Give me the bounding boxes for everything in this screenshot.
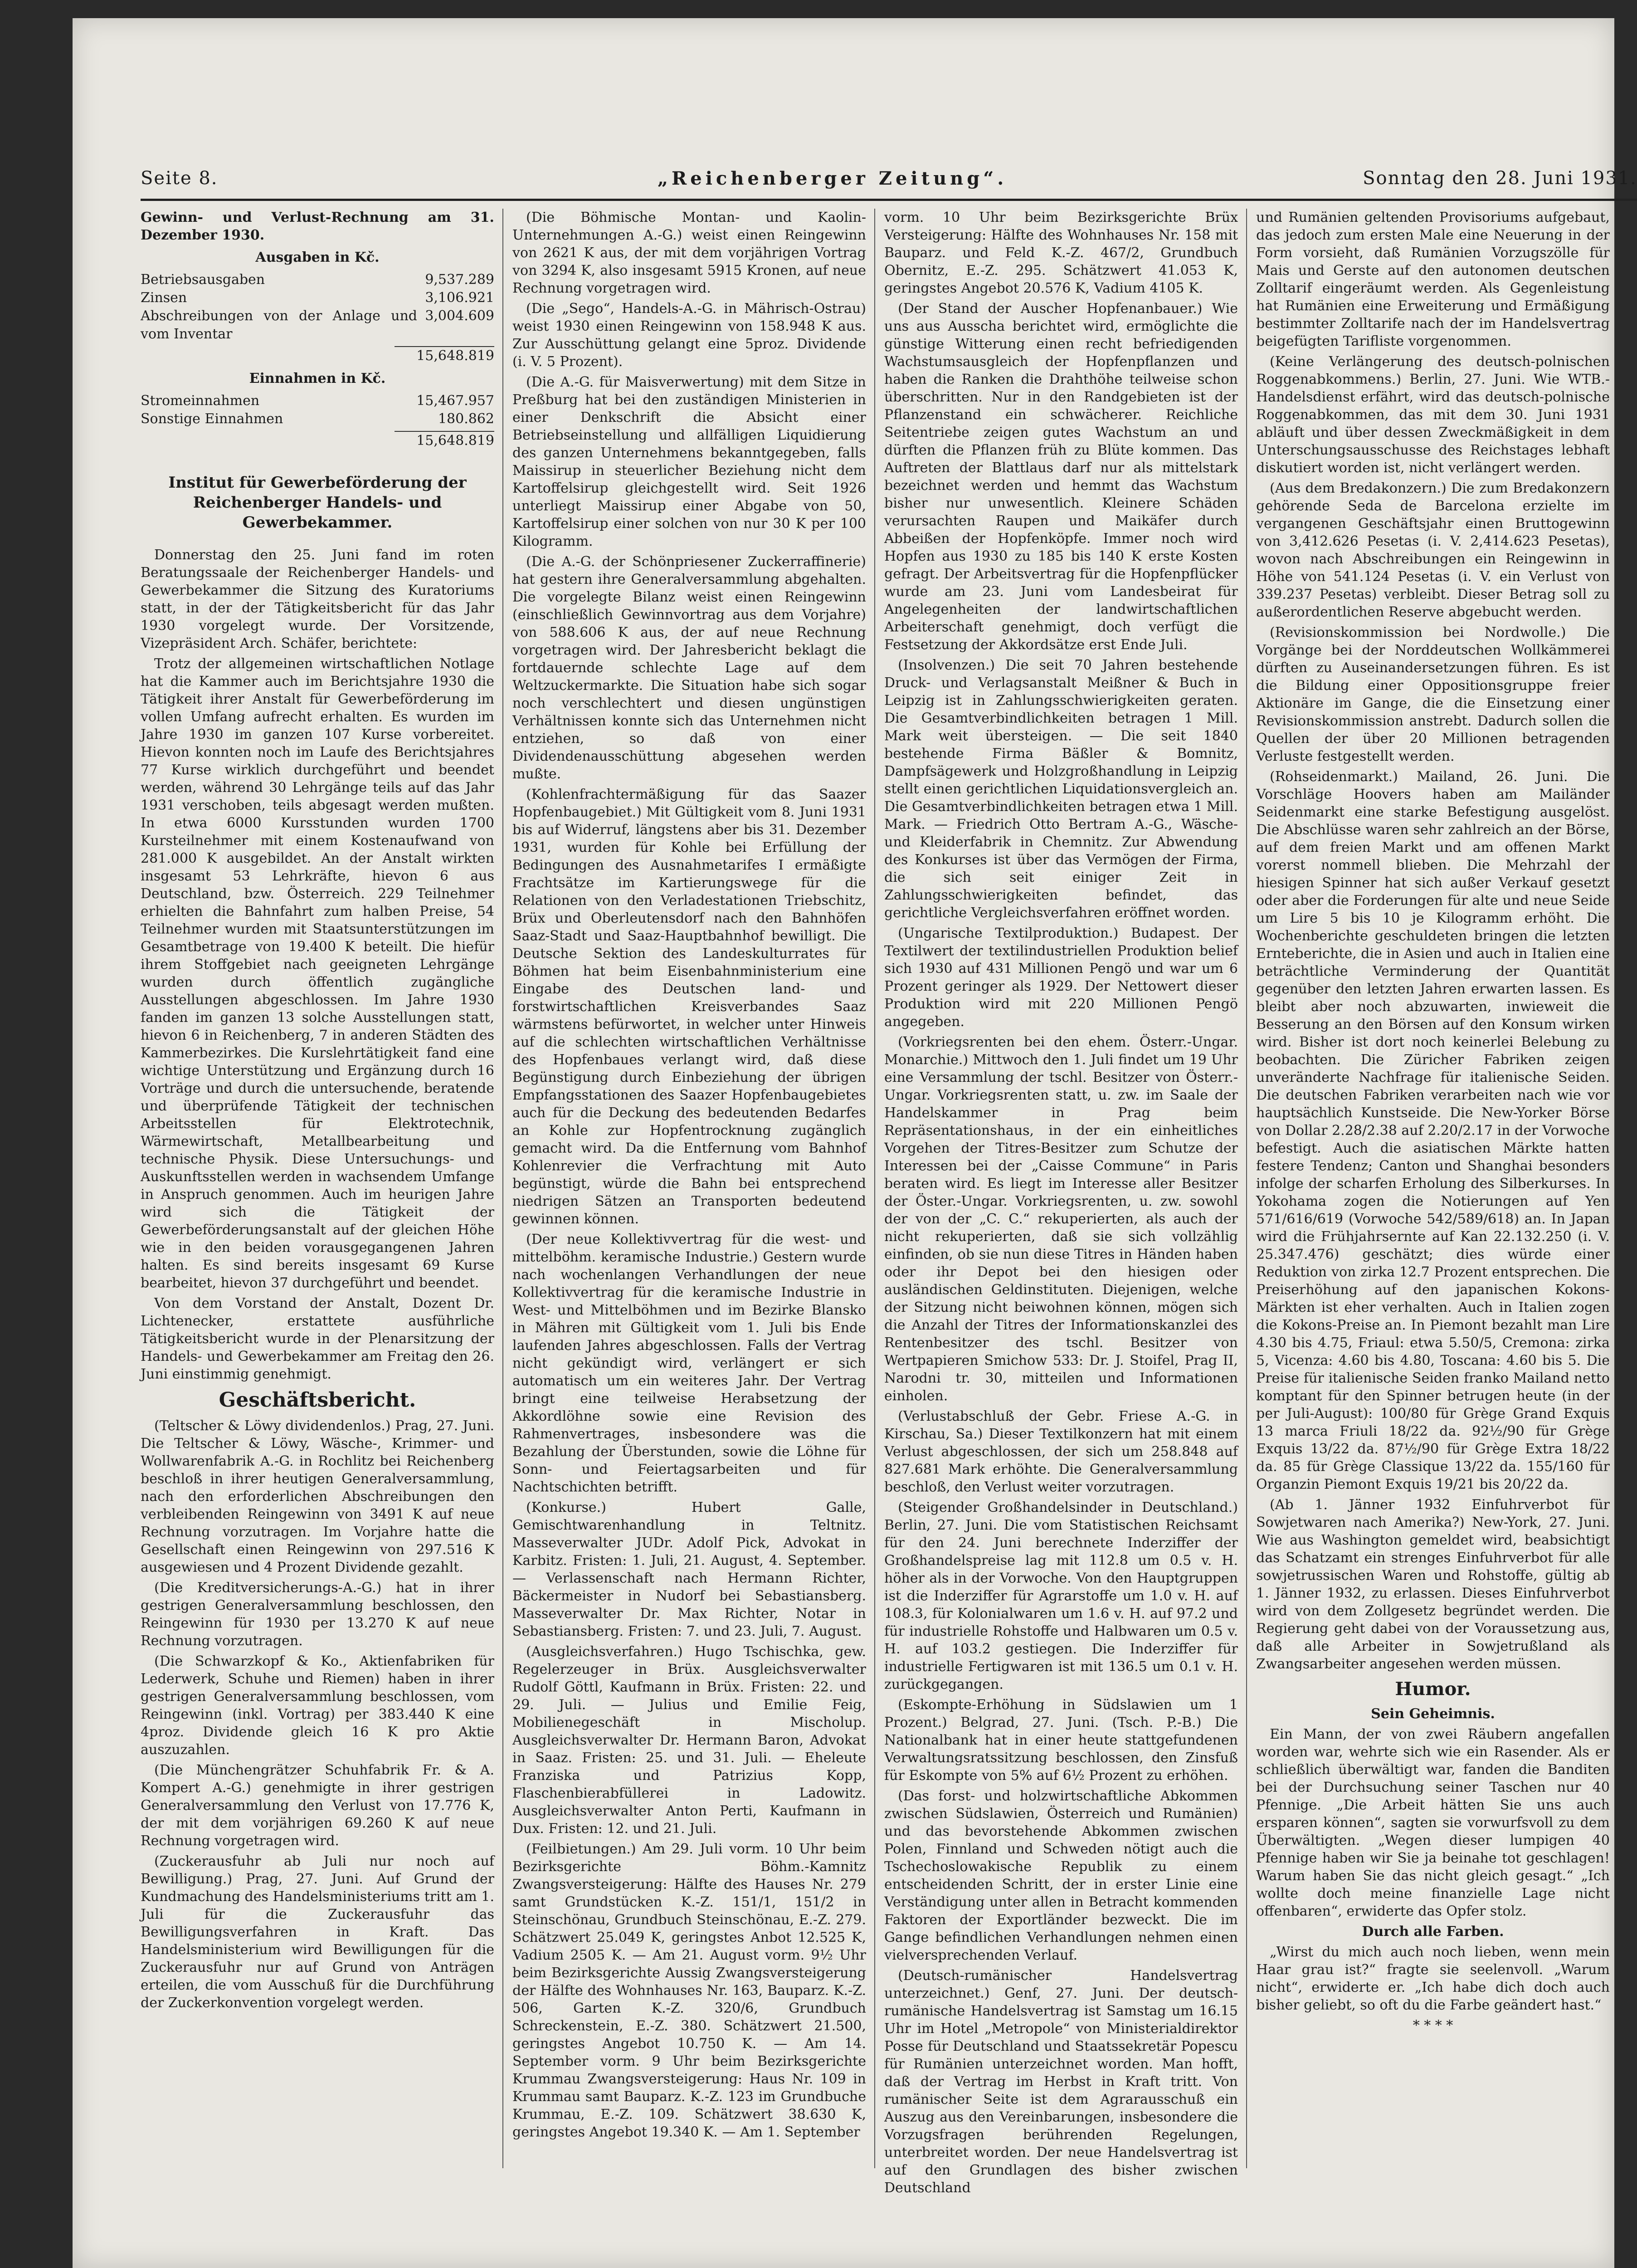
column-divider: [874, 209, 875, 2168]
news-item: (Keine Verlängerung des deutsch-polnischen Roggenabkommens.) Berlin, 27. Juni. Wie WTB.-Handelsdienst erfährt, wird das deutsch-polnische Roggenabkommen, das mit dem 30. Juni 1931 abläuft und über dessen Zweckmäßigkeit in dem Unterschungsausschusse des Reichstages lebhaft diskutiert worden ist, nicht verlängert werden.: [1256, 354, 1610, 476]
news-item: (Feilbietungen.) Am 29. Juli vorm. 10 Uhr beim Bezirksgerichte Böhm.-Kamnitz Zwangsversteigerung: Hälfte des Hauses Nr. 279 samt Grundstücken K.-Z. 151/1, 151/2 in Steinschönau, Grundbuch Steinschönau, E.-Z. 279. Schätzwert 25.049 K, geringstes Anbot 12.525 K, Vadium 2505 K. — Am 21. August vorm. 9½ Uhr beim Bezirksgerichte Aussig Zwangsversteigerung der Hälfte des Wohnhauses Nr. 163, Bauparz. K.-Z. 506, Garten K.-Z. 320/6, Grundbuch Schreckenstein, E.-Z. 380. Schätzwert 21.500, geringstes Angebot 10.750 K. — Am 14. September vorm. 9 Uhr beim Bezirksgerichte Krummau Zwangsversteigerung: Haus Nr. 109 in Krummau samt Bauparz. K.-Z. 123 im Grundbuche Krummau, E.-Z. 109. Schätzwert 38.630 K, geringstes Angebot 19.340 K. — Am 1. September: [512, 1841, 866, 2140]
joke-text: Ein Mann, der von zwei Räubern angefallen worden war, wehrte sich wie ein Rasender. Als er schließlich überwältigt war, fanden die Banditen bei der Durchsuchung seiner Taschen nur 40 Pfennige. „Die Arbeit hätten Sie uns auch ersparen können“, sagten sie vorwurfsvoll zu dem Überwältigten. „Wegen dieser lumpigen 40 Pfennige haben wir Sie ja beinahe tot geschlagen! Warum haben Sie das nicht gleich gesagt.“ „Ich wollte doch meine finanzielle Lage nicht offenbaren“, erwiderte das Opfer stolz.: [1256, 1726, 1610, 1919]
news-item: (Die A.-G. der Schönpriesener Zuckerraffinerie) hat gestern ihre Generalversammlung abgehalten. Die vorgelegte Bilanz weist einen Reingewinn (einschließlich Gewinnvortrag aus dem Vorjahre) von 588.606 K aus, der auf neue Rechnung vorgetragen wird. Der Jahresbericht beklagt die fortdauernde schlechte Lage auf dem Weltzuckermarkte. Die Situation habe sich sogar noch verschlechtert und diesen ungünstigen Verhältnissen konnte sich das Unternehmen nicht entziehen, so daß von einer Dividendenausschüttung abgesehen werden mußte.: [512, 554, 866, 782]
news-item: (Rohseidenmarkt.) Mailand, 26. Juni. Die Vorschläge Hoovers haben am Mailänder Seidenmarkt eine starke Befestigung ausgelöst. Die Abschlüsse waren sehr zahlreich an der Börse, auf dem freien Markt und am offenen Markt vorerst nommell blieben. Die Mehrzahl der hiesigen Spinner hat sich außer Verkauf gesetzt oder aber die Forderungen für alte und neue Seide um Lire 5 bis 10 je Kilogramm erhöht. Die Wochenberichte geschuldeten bringen die letzten Ernteberichte, die in Asien und auch in Italien eine beträchtliche Verminderung der Quantität gegenüber den letzten Jahren erwarten lassen. Es bleibt aber noch abzuwarten, inwieweit die Besserung an den Börsen auf den Konsum wirken wird. Bisher ist dort noch keinerlei Belebung zu beobachten. Die Züricher Fabriken zeigen unveränderte Nachfrage für italienische Seiden. Die deutschen Fabriken verarbeiten nach wie vor hauptsächlich Kunstseide. Die New-Yorker Börse von Dollar 2.28/2.38 auf 2.20/2.17 in der Vorwoche befestigt. Auch die asiatischen Märkte hatten festere Tendenz; Canton und Shanghai besonders infolge der scharfen Erholung des Silberkurses. In Yokohama zogen die Notierungen auf Yen 571/616/619 (Vorwoche 542/589/618) an. In Japan wird die Frühjahrsernte auf Kan 22.132.250 (i. V. 25.347.476) geschätzt; dies würde einer Reduktion von zirka 12.7 Prozent entsprechen. Die Preiserhöhung auf den japanischen Kokons-Märkten ist eher verhalten. Auch in Italien zogen die Kokons-Preise an. In Piemont bezahlt man Lire 4.30 bis 4.75, Friaul: etwa 5.50/5, Cremona: zirka 5, Vicenza: 4.60 bis 4.80, Toscana: 4.60 bis 5. Die Preise für italienische Seiden franko Mailand netto komptant für den Spinner betrugen heute (in der per Juli-August): 100/80 für Grège Grand Exquis 13 marca Friuli 18/22 da. 92½/90 für Grège Exquis 13/22 da. 87½/90 für Grège Extra 18/22 da. 85 für Grège Classique 13/22 da. 155/160 für Organzin Piemont Exquis 19/21 bis 20/22 da.: [1256, 769, 1610, 1492]
news-item: vorm. 10 Uhr beim Bezirksgerichte Brüx Versteigerung: Hälfte des Wohnhauses Nr. 158 mit Bauparz. und Feld K.-Z. 467/2, Grundbuch Obernitz, E.-Z. 295. Schätzwert 41.053 K, geringstes Angebot 20.576 K, Vadium 4105 K.: [884, 210, 1238, 296]
news-item: (Das forst- und holzwirtschaftliche Abkommen zwischen Südslawien, Österreich und Rumänien) und das bevorstehende Abkommen zwischen Polen, Finnland und Schweden nötigt auch die Tschechoslowakische Republik zu einem entscheidenden Schritt, der in erster Linie eine Verständigung unter allen in Betracht kommenden Faktoren der Exportländer bezweckt. Die im Gange befindlichen Verhandlungen nehmen einen vielversprechenden Verlauf.: [884, 1788, 1238, 1963]
news-item: (Konkurse.) Hubert Galle, Gemischtwarenhandlung in Teltnitz. Masseverwalter JUDr. Adolf Pick, Advokat in Karbitz. Fristen: 1. Juli, 21. August, 4. September. — Verlassenschaft nach Hermann Richter, Bäckermeister in Nudorf bei Sebastiansberg. Masseverwalter Dr. Max Richter, Notar in Sebastiansberg. Fristen: 7. und 23. Juli, 7. August.: [512, 1500, 866, 1639]
news-item: (Kohlenfrachtermäßigung für das Saazer Hopfenbaugebiet.) Mit Gültigkeit vom 8. Juni 1931 bis auf Widerruf, längstens aber bis 31. Dezember 1931, wurden für Kohle bei Erfüllung der Bedingungen des Ausnahmetarifes I ermäßigte Frachtsätze im Kartierungswege für die Relationen von den Verladestationen Triebschitz, Brüx und Oberleutensdorf nach den Bahnhöfen Saaz-Stadt und Saaz-Hauptbahnhof bewilligt. Die Deutsche Sektion des Landeskulturrates für Böhmen hat beim Eisenbahnministerium eine Eingabe des Deutschen land- und forstwirtschaftlichen Kreisverbandes Saaz wärmstens befürwortet, in welcher unter Hinweis auf die schlechten wirtschaftlichen Verhältnisse des Hopfenbaues verlangt wird, daß diese Begünstigung durch Einbeziehung der übrigen Empfangsstationen des Saazer Hopfenbaugebietes auch für die Deckung des bedeutenden Bedarfes an Kohle zur Hopfentrocknung zugänglich gemacht wird. Da die Entfernung vom Bahnhof Kohlenrevier die Verfrachtung mit Auto begünstigt, würde die Bahn bei entsprechend niedrigen Sätzen an Transporten bedeutend gewinnen können.: [512, 787, 866, 1227]
ausgaben-heading: Ausgaben in Kč.: [255, 249, 380, 265]
running-head: [141, 159, 1637, 200]
article-paragraph: Trotz der allgemeinen wirtschaftlichen Notlage hat die Kammer auch im Berichtsjahre 1930 die Tätigkeit ihrer Anstalt für Gewerbeförderung im vollen Umfang aufrecht erhalten. Es wurden im Jahre 1930 im ganzen 107 Kurse vorbereitet. Hievon konnten noch im Laufe des Berichtsjahres 77 Kurse wirklich durchgeführt und beendet werden, während 30 Lehrgänge teils auf das Jahr 1931 verschoben, teils abgesagt werden mußten. In etwa 6000 Kursstunden wurden 1700 Kursteilnehmer mit einem Kostenaufwand von 281.000 K ausgebildet. An der Anstalt wirkten insgesamt 53 Lehrkräfte, hievon 6 aus Deutschland, bzw. Österreich. 229 Teilnehmer erhielten die Bahnfahrt zum halben Preise, 54 Teilnehmer wurden mit Staatsunterstützungen im Gesamtbetrage von 19.400 K beteilt. Die hiefür ihrem Stoffgebiet nach geeigneten Lehrgänge wurden durch öffentlich zugängliche Ausstellungen abgeschlossen. Im Jahre 1930 fanden im ganzen 13 solche Ausstellungen statt, hievon 6 in Reichenberg, 7 in anderen Städten des Kammerbezirkes. Die Kurslehrtätigkeit fand eine wichtige Unterstützung und Ergänzung durch 16 Vorträge und durch die untersuchende, beratende und überprüfende Tätigkeit der technischen Arbeitsstellen für Elektrotechnik, Wärmewirtschaft, Metallbearbeitung und technische Physik. Diese Untersuchungs- und Auskunftsstellen werden in wachsendem Umfange in Anspruch genommen. Auch im heurigen Jahre wird sich die Tätigkeit der Gewerbeförderungsanstalt auf der gleichen Höhe wie in den beiden vorausgegangenen Jahren halten. Es sind bereits insgesamt 69 Kurse bearbeitet, hievon 37 durchgeführt und beendet.: [141, 656, 494, 1291]
header-rule: [141, 199, 1637, 201]
news-item: (Deutsch-rumänischer Handelsvertrag unterzeichnet.) Genf, 27. Juni. Der deutsch-rumänische Handelsvertrag ist Samstag um 16.15 Uhr im Hotel „Metropole“ von Ministerialdirektor Posse für Deutschland und Staatssekretär Popescu für Rumänien unterzeichnet worden. Man hofft, daß der Vertrag im Herbst in Kraft tritt. Von rumänischer Seite ist dem Agrarausschuß ein Auszug aus den Vereinbarungen, insbesondere die Vorzugsfragen berührenden Regelungen, unterbreitet worden. Der neue Handelsvertrag ist auf den Grundlagen des bisher zwischen Deutschland: [884, 1968, 1238, 2196]
ledger-title: Gewinn- und Verlust-Rechnung am 31. Dezember 1930.: [141, 210, 494, 243]
news-item: (Ausgleichsverfahren.) Hugo Tschischka, gew. Regelerzeuger in Brüx. Ausgleichsverwalter Rudolf Göttl, Kaufmann in Brüx. Fristen: 22. und 29. Juli. — Julius und Emilie Feig, Mobilienegeschäft in Mischolup. Ausgleichsverwalter Dr. Hermann Baron, Advokat in Saaz. Fristen: 25. und 31. Juli. — Eheleute Franziska und Patrizius Kopp, Flaschenbierabfüllerei in Ladowitz. Ausgleichsverwalter Anton Perti, Kaufmann in Dux. Fristen: 12. und 21. Juli.: [512, 1644, 866, 1837]
news-item: (Die A.-G. für Maisverwertung) mit dem Sitze in Preßburg hat bei den zuständigen Ministerien in einer Denkschrift die Absicht einer Betriebseinstellung und allfälligen Liquidierung des ganzen Unternehmens bekanntgegeben, falls Maissirup in steuerlicher Beziehung nicht dem Kartoffelsirup gleichgestellt wird. Seit 1926 unterliegt Maissirup einer Abgabe von 50, Kartoffelsirup einer solchen von nur 30 K per 100 Kilogramm.: [512, 374, 866, 549]
section-heading: Geschäftsbericht.: [219, 1388, 416, 1412]
issue-date: Sonntag den 28. Juni 1931.: [1363, 168, 1637, 189]
ledger-row: Zinsen 3,106.921: [141, 290, 494, 306]
joke-text: „Wirst du mich auch noch lieben, wenn mein Haar grau ist?“ fragte sie seelenvoll. „Warum nicht“, erwiderte er. „Ich habe dich doch auch bisher geliebt, so oft du die Farbe geändert hast.“: [1256, 1944, 1610, 2013]
newspaper-page: [73, 18, 1637, 2268]
news-item: (Ungarische Textilproduktion.) Budapest. Der Textilwert der textilindustriellen Produktion belief sich 1930 auf 431 Millionen Pengö und war um 6 Prozent geringer als 1929. Der Nettowert dieser Produktion wird mit 220 Millionen Pengö angegeben.: [884, 925, 1238, 1030]
page-number: Seite 8.: [141, 168, 218, 189]
news-item: (Zuckerausfuhr ab Juli nur noch auf Bewilligung.) Prag, 27. Juni. Auf Grund der Kundmachung des Handelsministeriums tritt am 1. Juli für die Zuckerausfuhr das Bewilligungsverfahren in Kraft. Das Handelsministerium wird Bewilligungen für die Zuckerausfuhr nur auf Grund von Anträgen erteilen, die vom Ausschuß für die Durchführung der Zuckerkonvention vorgelegt werden.: [141, 1853, 494, 2011]
news-item: (Steigender Großhandelsinder in Deutschland.) Berlin, 27. Juni. Die vom Statistischen Reichsamt für den 24. Juni berechnete Inderziffer der Großhandelspreise lag mit 112.8 um 0.5 v. H. höher als in der Vorwoche. Von den Hauptgruppen ist die Inderziffer für Agrarstoffe um 1.0 v. H. auf 108.3, für Kolonialwaren um 1.6 v. H. auf 97.2 und für industrielle Rohstoffe und Halbwaren um 0.5 v. H. auf 103.2 gestiegen. Die Inderziffer für industrielle Fertigwaren ist mit 136.5 um 0.1 v. H. zurückgegangen.: [884, 1500, 1238, 1692]
news-item: (Aus dem Bredakonzern.) Die zum Bredakonzern gehörende Seda de Barcelona erzielte im vergangenen Geschäftsjahr einen Bruttogewinn von 3,412.626 Pesetas (i. V. 2,414.623 Pesetas), wovon nach Abschreibungen ein Reingewinn in Höhe von 541.124 Pesetas (i. V. ein Verlust von 339.237 Pesetas) verbleibt. Dieser Betrag soll zu außerordentlichen Reserve abgebucht werden.: [1256, 480, 1610, 620]
news-item: (Die Kreditversicherungs-A.-G.) hat in ihrer gestrigen Generalversammlung beschlossen, den Reingewinn für 1930 per 13.270 K auf neue Rechnung vorzutragen.: [141, 1580, 494, 1649]
column-1: [141, 209, 494, 2168]
news-item: (Die Münchengrätzer Schuhfabrik Fr. & A. Kompert A.-G.) genehmigte in ihrer gestrigen Generalversammlung den Verlust von 17.776 K, der mit dem vorjährigen 69.260 K auf neue Rechnung vorgetragen wird.: [141, 1762, 494, 1849]
column-divider: [502, 209, 503, 2168]
ledger-total: 15,648.819: [416, 433, 494, 449]
news-item: (Die Böhmische Montan- und Kaolin-Unternehmungen A.-G.) weist einen Reingewinn von 2621 K aus, der mit dem vorjährigen Vortrag von 3294 K, also insgesamt 5915 Kronen, auf neue Rechnung vorgetragen wird.: [512, 210, 866, 296]
news-item: (Ab 1. Jänner 1932 Einfuhrverbot für Sowjetwaren nach Amerika?) New-York, 27. Juni. Wie aus Washington gemeldet wird, beabsichtigt das Schatzamt ein strenges Einfuhrverbot für alle sowjetrussischen Waren und Rohstoffe, gültig ab 1. Jänner 1932, zu erlassen. Dieses Einfuhrverbot wird von dem Zollgesetz begründet werden. Die Regierung geht dabei von der Voraussetzung aus, daß alle Arbeiter in Sowjetrußland als Zwangsarbeiter angesehen werden müssen.: [1256, 1497, 1610, 1672]
news-item: (Verlustabschluß der Gebr. Friese A.-G. in Kirschau, Sa.) Dieser Textilkonzern hat mit einem Verlust abgeschlossen, der sich um 258.848 auf 827.681 Mark erhöhte. Die Generalversammlung beschloß, den Verlust weiter vorzutragen.: [884, 1408, 1238, 1495]
news-item: (Vorkriegsrenten bei den ehem. Österr.-Ungar. Monarchie.) Mittwoch den 1. Juli findet um 19 Uhr eine Versammlung der tschl. Besitzer von Österr.-Ungar. Vorkriegsrenten statt, u. zw. im Saale der Handelskammer in Prag beim Repräsentationshaus, in der ein einheitliches Vorgehen der Titres-Besitzer zum Schutze der Interessen bei der „Caisse Commune“ in Paris beraten wird. Es liegt im Interesse aller Besitzer der Öster.-Ungar. Vorkriegsrenten, u. zw. sowohl der von der „C. C.“ rekuperierten, als auch der nicht rekuperierten, daß sie sich vollzählig einfinden, ob sie nun diese Titres in Händen haben oder ihr Depot bei den hiesigen oder ausländischen Geldinstituten. Diejenigen, welche der Sitzung nicht beiwohnen können, mögen sich die Anzahl der Titres der Informationskanzlei des Rentenbesitzer des tschl. Besitzer von Wertpapieren Smichow 533: Dr. J. Stoifel, Prag II, Narodni tr. 30, mitteilen und Informationen einholen.: [884, 1034, 1238, 1404]
column-3: [884, 209, 1238, 2196]
news-item: (Die „Sego“, Handels-A.-G. in Mährisch-Ostrau) weist 1930 einen Reingewinn von 158.948 K aus. Zur Ausschüttung gelangt eine 5proz. Dividende (i. V. 5 Prozent).: [512, 301, 866, 370]
news-item: (Die Schwarzkopf & Ko., Aktienfabriken für Lederwerk, Schuhe und Riemen) haben in ihrer gestrigen Generalversammlung beschlossen, vom Reingewinn (inkl. Vortrag) per 383.440 K eine 4proz. Dividende gleich 16 K pro Aktie auszuzahlen.: [141, 1653, 494, 1758]
ledger-row: Stromeinnahmen 15,467.957: [141, 393, 494, 409]
news-item: und Rumänien geltenden Provisoriums aufgebaut, das jedoch zum ersten Male eine Neuerung in der Form vorsieht, daß Rumänien Vorzugszölle für Mais und Gerste auf den autonomen deutschen Zolltarif eingeräumt werden. Als Gegenleistung hat Rumänien eine Erweiterung und Ermäßigung bestimmter Zolltarife nach der im Handelsvertrag beigefügten Tarifliste vorgenommen.: [1256, 210, 1610, 349]
news-item: (Der neue Kollektivvertrag für die west- und mittelböhm. keramische Industrie.) Gestern wurde nach wochenlangen Verhandlungen der neue Kollektivvertrag für die keramische Industrie in West- und Mittelböhmen und im Bezirke Blansko in Mähren mit Gültigkeit vom 1. Juli bis Ende laufenden Jahres abgeschlossen. Falls der Vertrag nicht gekündigt wird, verlängert er sich automatisch um ein weiteres Jahr. Der Vertrag bringt eine teilweise Herabsetzung der Akkordlöhne sowie eine Revision des Rahmenvertrages, insbesondere was die Bezahlung der Überstunden, sowie die Löhne für Sonn- und Feiertagsarbeiten und für Nachtschichten betrifft.: [512, 1232, 866, 1495]
joke-title: Durch alle Farben.: [1362, 1924, 1504, 1940]
joke-title: Sein Geheimnis.: [1371, 1706, 1495, 1722]
ledger-row: Abschreibungen von der Anlage und vom Inventar 3,004.609: [141, 308, 494, 342]
article-paragraph: Donnerstag den 25. Juni fand im roten Beratungssaale der Reichenberger Handels- und Gewerbekammer die Sitzung des Kuratoriums statt, in der der Tätigkeitsbericht für das Jahr 1930 vorgelegt wurde. Der Vorsitzende, Vizepräsident Arch. Schäfer, berichtete:: [141, 547, 494, 651]
news-item: (Der Stand der Auscher Hopfenanbauer.) Wie uns aus Ausscha berichtet wird, ermöglichte die günstige Witterung einen recht befriedigenden Wachstumsausgleich der Hopfenpflanzen und haben die Ranken die Drahthöhe teilweise schon überschritten. Nur in den Randgebieten ist der Pflanzenstand ein schwächerer. Reichliche Seitentriebe zeigen gutes Wachstum an und dürften die Pflanzen früh zu Blüte kommen. Das Auftreten der Blattlaus darf nur als mittelstark bezeichnet werden und hemmt das Wachstum bisher nur unwesentlich. Kleinere Schäden verursachten Raupen und Maikäfer durch Abbeißen der Hopfenköpfe. Immer noch wird Hopfen aus 1930 zu 185 bis 140 K erste Kosten gefragt. Der Arbeitsvertrag für die Hopfenpflücker wurde am 23. Juni vom Landesbeirat für Angelegenheiten der landwirtschaftlichen Arbeiterschaft genehmigt, doch verfügt die Festsetzung der Akkordsätze erst Ende Juli.: [884, 301, 1238, 653]
column-2: [512, 209, 866, 2168]
ledger-total: 15,648.819: [416, 348, 494, 364]
news-item: (Insolvenzen.) Die seit 70 Jahren bestehende Druck- und Verlagsanstalt Meißner & Buch in Leipzig ist in Zahlungsschwierigkeiten geraten. Die Gesamtverbindlichkeiten betragen 1 Mill. Mark weit übersteigen. — Die seit 1840 bestehende Firma Bäßler & Bomnitz, Dampfsägewerk und Holzgroßhandlung in Leipzig stellt einen gerichtlichen Liquidationsvergleich an. Die Gesamtverbindlichkeiten betragen etwa 1 Mill. Mark. — Friedrich Otto Bertram A.-G., Wäsche- und Kleiderfabrik in Chemnitz. Zur Abwendung des Konkurses ist über das Vermögen der Firma, die sich seit einiger Zeit in Zahlungsschwierigkeiten befindet, das gerichtliche Vergleichsverfahren eröffnet worden.: [884, 657, 1238, 921]
news-item: (Teltscher & Löwy dividendenlos.) Prag, 27. Juni. Die Teltscher & Löwy, Wäsche-, Krimmer- und Wollwarenfabrik A.-G. in Rochlitz bei Reichenberg beschloß in ihrer heutigen Generalversammlung, nach den erforderlichen Abschreibungen den verbleibenden Reingewinn von 3491 K auf neue Rechnung vorzutragen. Im Vorjahre hatte die Gesellschaft einen Reingewinn von 297.516 K ausgewiesen und 4 Prozent Dividende gezahlt.: [141, 1418, 494, 1575]
humor-heading: Humor.: [1395, 1678, 1471, 1700]
column-4: [1256, 209, 1610, 2168]
article-headline: Institut für Gewerbeförderung der Reichenberger Handels- und Gewerbekammer.: [168, 474, 467, 532]
einnahmen-heading: Einnahmen in Kč.: [249, 371, 386, 386]
column-divider: [1246, 209, 1247, 2168]
newspaper-name: „Reichenberger Zeitung“.: [658, 168, 1008, 189]
news-item: (Eskompte-Erhöhung in Südslawien um 1 Prozent.) Belgrad, 27. Juni. (Tsch. P.-B.) Die Nationalbank hat in einer heute stattgefundenen Verwaltungsratssitzung beschlossen, den Zinsfuß für Eskompte von 5% auf 6½ Prozent zu erhöhen.: [884, 1697, 1238, 1784]
ledger-row: Sonstige Einnahmen 180.862: [141, 411, 494, 427]
ledger-row: Betriebsausgaben 9,537.289: [141, 272, 494, 288]
end-ornament: * * * *: [1413, 2018, 1453, 2033]
article-paragraph: Von dem Vorstand der Anstalt, Dozent Dr. Lichtenecker, erstattete ausführliche Tätigkeitsbericht wurde in der Plenarsitzung der Handels- und Gewerbekammer am Freitag den 26. Juni einstimmig genehmigt.: [141, 1295, 494, 1382]
news-item: (Revisionskommission bei Nordwolle.) Die Vorgänge bei der Norddeutschen Wollkämmerei dürften zu Auseinandersetzungen führen. Es ist die Bildung einer Oppositionsgruppe freier Aktionäre im Gange, die die Einsetzung einer Revisionskommission anstrebt. Dadurch sollen die Quellen der über 20 Millionen betragenden Verluste festgestellt werden.: [1256, 625, 1610, 764]
